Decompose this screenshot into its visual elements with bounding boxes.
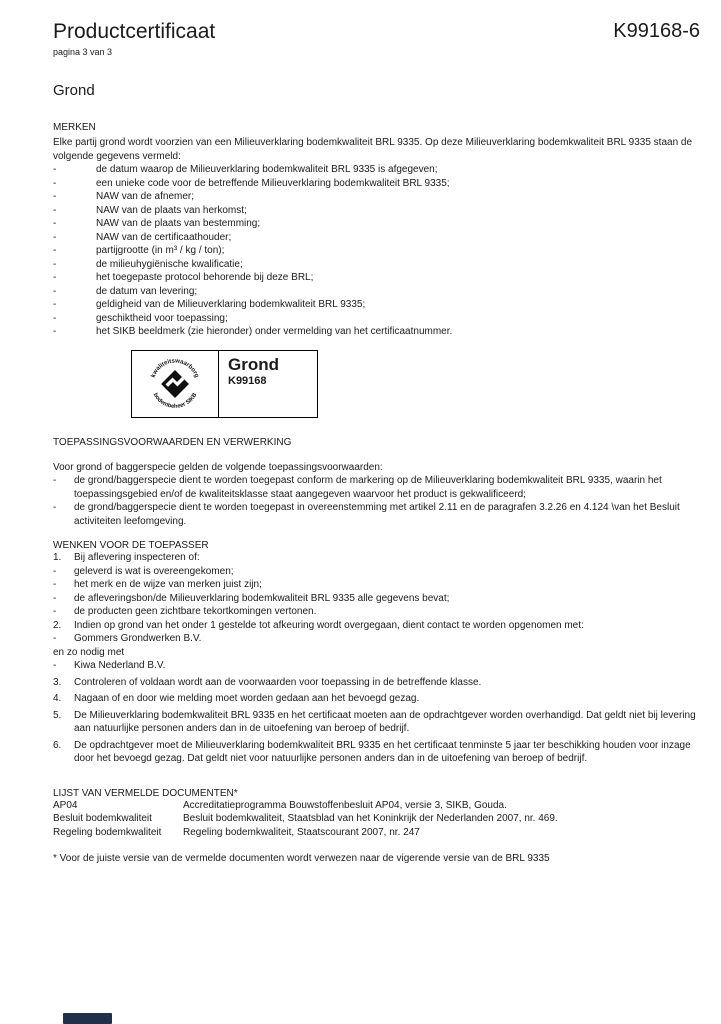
list-marker: - [53, 565, 57, 577]
list-marker: - [53, 633, 57, 644]
list-item [53, 163, 700, 177]
list-marker: - [53, 204, 57, 216]
list-marker: - [53, 579, 57, 590]
list-item [53, 565, 700, 579]
list-text: NAW van de certificaathouder; [96, 231, 232, 243]
sikb-logo-bottom-text: bodembeheer SIKB [151, 391, 199, 410]
list-text: de datum waarop de Milieuverklaring bodemkwaliteit BRL 9335 is afgegeven; [96, 164, 438, 175]
toepassing-list [53, 474, 700, 528]
wenken-list [53, 551, 700, 766]
list-text: geschiktheid voor toepassing; [96, 312, 228, 324]
page-title: Productcertificaat [53, 20, 216, 43]
list-text: Gommers Grondwerken B.V. [74, 633, 202, 644]
document-description: Besluit bodemkwaliteit, Staatsblad van het Koninkrijk der Nederlanden 2007, nr. 469. [183, 813, 558, 824]
product-title: Grond [53, 82, 95, 99]
list-item [53, 258, 700, 272]
document-row [53, 826, 700, 840]
mark-certificate-number: K99168 [228, 375, 267, 388]
list-item [53, 231, 700, 245]
section-heading-toepassing: TOEPASSINGSVOORWAARDEN EN VERWERKING [53, 436, 292, 448]
footnote: * Voor de juiste versie van de vermelde documenten wordt verwezen naar de vigerende versie van de BRL 9335 [53, 853, 550, 864]
list-item [53, 474, 700, 501]
list-marker: - [53, 245, 57, 256]
list-item [53, 271, 700, 285]
list-marker: - [53, 191, 57, 202]
list-item [53, 312, 700, 326]
list-text: geleverd is wat is overeengekomen; [74, 565, 234, 577]
list-marker: - [53, 285, 57, 297]
document-description: Regeling bodemkwaliteit, Staatscourant 2007, nr. 247 [183, 826, 420, 838]
mark-product-name: Grond [228, 354, 279, 374]
list-text: de grond/baggerspecie dient te worden toegepast conform de markering op de Milieuverklaring bodemkwaliteit BRL 9335, waarin het toepassingsgebied en/of de kwaliteitsklasse staat aangegeven waarvoor het product is gekwalificeerd; [74, 475, 662, 500]
list-text: De opdrachtgever moet de Milieuverklaring bodemkwaliteit BRL 9335 en het certificaat tenminste 5 jaar ter beschikking houden voor inzage door het bevoegd gezag. Dat geldt niet voor natuurlijke personen anders dan in de uitoefening van beroep of bedrijf. [74, 739, 691, 764]
section-heading-merken: MERKEN [53, 122, 96, 133]
list-marker: - [53, 475, 57, 486]
document-description: Accreditatieprogramma Bouwstoffenbesluit AP04, versie 3, SIKB, Gouda. [183, 799, 507, 811]
list-item [53, 551, 700, 565]
list-item [53, 204, 700, 218]
list-text: de afleveringsbon/de Milieuverklaring bodemkwaliteit BRL 9335 alle gegevens bevat; [74, 592, 450, 604]
list-marker: - [53, 502, 57, 513]
list-item [53, 646, 700, 660]
list-marker: - [53, 272, 57, 283]
list-marker: - [53, 299, 57, 310]
list-marker: 5. [53, 709, 62, 721]
list-item [53, 676, 700, 690]
list-marker: 2. [53, 619, 62, 631]
list-item [53, 739, 700, 766]
document-term: Besluit bodemkwaliteit [53, 813, 152, 824]
list-marker: - [53, 231, 57, 243]
list-marker: - [53, 218, 57, 229]
list-item [53, 501, 700, 528]
list-item [53, 177, 700, 191]
list-item [53, 217, 700, 231]
list-text: Bij aflevering inspecteren of: [74, 552, 200, 563]
list-marker: - [53, 258, 57, 270]
merken-intro: Elke partij grond wordt voorzien van een Milieuverklaring bodemkwaliteit BRL 9335. Op deze Milieuverklaring bodemkwaliteit BRL 9335 staan de volgende gegevens vermeld: [53, 137, 693, 162]
list-text: Controleren of voldaan wordt aan de voorwaarden voor toepassing in de betreffende klasse. [74, 676, 482, 688]
section-heading-wenken: WENKEN VOOR DE TOEPASSER [53, 540, 209, 551]
list-marker: - [53, 177, 57, 189]
list-text: geldigheid van de Milieuverklaring bodemkwaliteit BRL 9335; [96, 299, 366, 310]
list-text: het SIKB beeldmerk (zie hieronder) onder vermelding van het certificaatnummer. [96, 326, 453, 337]
sikb-logo [132, 351, 219, 417]
list-item [53, 298, 700, 312]
certificate-number: K99168-6 [613, 20, 700, 42]
list-text: en zo nodig met [53, 646, 125, 658]
list-marker: 3. [53, 676, 62, 688]
list-text: het toegepaste protocol behorende bij deze BRL; [96, 272, 314, 283]
list-text: NAW van de plaats van herkomst; [96, 204, 247, 216]
list-item [53, 592, 700, 606]
list-marker: - [53, 164, 57, 175]
list-item [53, 692, 700, 706]
list-text: de milieuhygiënische kwalificatie; [96, 258, 243, 270]
list-marker: 1. [53, 552, 62, 563]
list-text: Kiwa Nederland B.V. [74, 660, 166, 671]
list-item [53, 709, 700, 736]
list-text: de datum van levering; [96, 285, 198, 297]
list-marker: - [53, 326, 57, 337]
header [53, 20, 700, 44]
toepassing-intro: Voor grond of baggerspecie gelden de volgende toepassingsvoorwaarden: [53, 461, 383, 473]
list-item [53, 578, 700, 592]
documents-table [53, 799, 700, 840]
list-marker: - [53, 312, 57, 324]
document-term: Regeling bodemkwaliteit [53, 826, 162, 838]
statusbar-stub [63, 1013, 112, 1024]
list-text: het merk en de wijze van merken juist zijn; [74, 579, 262, 590]
document-row [53, 812, 700, 826]
list-text: NAW van de plaats van bestemming; [96, 218, 261, 229]
list-text: de producten geen zichtbare tekortkomingen vertonen. [74, 606, 317, 617]
section-heading-documenten: LIJST VAN VERMELDE DOCUMENTEN* [53, 787, 238, 799]
list-text: de grond/baggerspecie dient te worden toegepast in overeenstemming met artikel 2.11 en de paragrafen 3.2.26 en 4.124 \van het Besluit activiteiten leefomgeving. [74, 502, 680, 527]
list-item [53, 605, 700, 619]
page-subtitle: pagina 3 van 3 [53, 47, 113, 57]
list-item [53, 619, 700, 633]
list-text: Nagaan of en door wie melding moet worden gedaan aan het bevoegd gezag. [74, 693, 420, 704]
mark-box-label [219, 351, 317, 417]
list-text: De Milieuverklaring bodemkwaliteit BRL 9335 en het certificaat moeten aan de opdrachtgever worden overhandigd. Dat geldt niet bij levering aan natuurlijke personen anders dan in de uitoefening van beroep of bedrijf. [74, 709, 696, 734]
mark-box [131, 350, 318, 418]
list-marker: 4. [53, 693, 62, 704]
list-marker: - [53, 660, 57, 671]
list-marker: 6. [53, 739, 62, 751]
list-text: Indien op grond van het onder 1 gestelde tot afkeuring wordt overgegaan, dient contact te worden opgenomen met: [74, 619, 584, 631]
list-text: NAW van de afnemer; [96, 191, 195, 202]
merken-list [53, 163, 700, 339]
list-item [53, 325, 700, 339]
list-item [53, 632, 700, 646]
list-text: een unieke code voor de betreffende Milieuverklaring bodemkwaliteit BRL 9335; [96, 177, 450, 189]
document-term: AP04 [53, 799, 78, 811]
list-text: partijgrootte (in m³ / kg / ton); [96, 245, 225, 256]
document-row [53, 799, 700, 813]
sikb-logo-top-text: kwaliteitswaarborg [149, 356, 201, 379]
list-item [53, 190, 700, 204]
list-item [53, 244, 700, 258]
list-item [53, 285, 700, 299]
list-marker: - [53, 592, 57, 604]
list-item [53, 659, 700, 673]
list-marker: - [53, 606, 57, 617]
